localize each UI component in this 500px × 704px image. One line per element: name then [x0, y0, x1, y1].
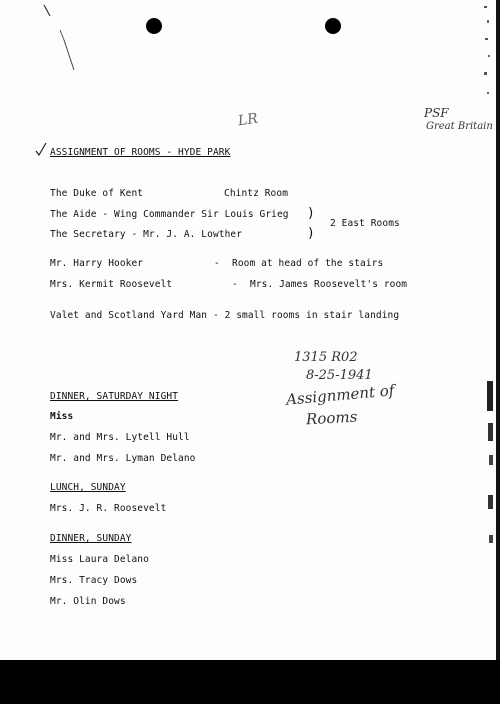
dinner-sunday-guest: Miss Laura Delano	[50, 554, 149, 565]
valet-line: Valet and Scotland Yard Man - 2 small rooms in stair landing	[50, 310, 400, 321]
roosevelt-guest: Mrs. Kermit Roosevelt	[50, 279, 173, 290]
lunch-sunday-title: LUNCH, SUNDAY	[50, 482, 126, 493]
handwritten-subject-line1: Assignment of	[285, 381, 396, 409]
handwritten-great-britain: Great Britain	[426, 121, 493, 132]
duke-guest: The Duke of Kent	[50, 188, 144, 199]
roosevelt-room: Mrs. James Roosevelt's room	[250, 279, 408, 290]
handwritten-file-number: 1315 R02	[294, 350, 358, 365]
dinner-sunday-title: DINNER, SUNDAY	[50, 533, 132, 544]
east-rooms-label: 2 East Rooms	[330, 218, 400, 229]
hooker-guest: Mr. Harry Hooker	[50, 258, 144, 269]
dinner-saturday-title: DINNER, SATURDAY NIGHT	[50, 391, 179, 402]
page-title: ASSIGNMENT OF ROOMS - HYDE PARK	[50, 147, 231, 158]
aide-line: The Aide - Wing Commander Sir Louis Grieg	[50, 209, 289, 220]
secretary-line: The Secretary - Mr. J. A. Lowther	[50, 229, 243, 240]
lunch-sunday-guest: Mrs. J. R. Roosevelt	[50, 503, 167, 514]
hooker-dash: -	[214, 258, 220, 269]
corner-scratch-marks	[0, 0, 120, 90]
hooker-room: Room at head of the stairs	[232, 258, 384, 269]
dinner-sunday-guest: Mrs. Tracy Dows	[50, 575, 138, 586]
brace-top: )	[307, 206, 315, 221]
brace-bottom: )	[307, 226, 315, 241]
check-mark-icon	[35, 142, 47, 156]
scan-bottom-border	[0, 660, 500, 704]
handwritten-initials: LR	[236, 110, 259, 130]
punch-hole-right	[325, 18, 341, 34]
edge-speckles	[478, 0, 498, 110]
dinner-saturday-struck: Miss	[50, 411, 74, 422]
dinner-sunday-guest: Mr. Olin Dows	[50, 596, 126, 607]
duke-room: Chintz Room	[224, 188, 289, 199]
page-right-edge	[496, 0, 500, 660]
handwritten-date: 8-25-1941	[306, 368, 373, 383]
roosevelt-dash: -	[232, 279, 238, 290]
punch-hole-left	[146, 18, 162, 34]
handwritten-psf: PSF	[424, 106, 449, 120]
dinner-saturday-guest: Mr. and Mrs. Lytell Hull	[50, 432, 190, 443]
handwritten-subject-line2: Rooms	[305, 407, 358, 429]
dinner-saturday-guest: Mr. and Mrs. Lyman Delano	[50, 453, 196, 464]
